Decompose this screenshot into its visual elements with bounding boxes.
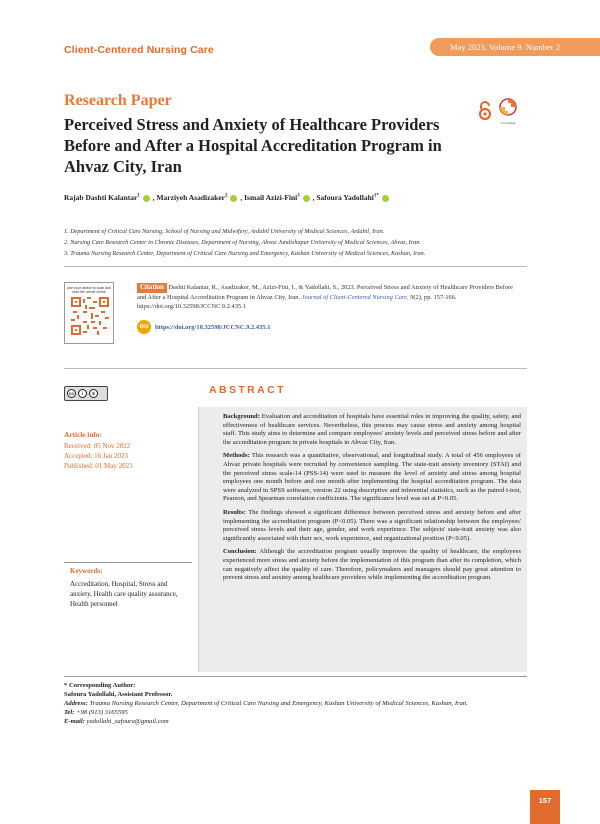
- open-access-icon: [478, 101, 492, 121]
- attribution-icon: i: [78, 389, 87, 398]
- doi-link[interactable]: https://doi.org/10.32598/JCCNC.9.2.435.1: [155, 323, 271, 331]
- keywords-heading: Keywords:: [70, 567, 103, 575]
- keywords: [70, 566, 190, 609]
- citation-text: Dashti Kalantar, R., Asadizaker, M., Azizi-Fini, I., & Yadollahi, S., 2023. Perceived Stress and Anxiety of Healthcare Providers Before and After a Hospital Accreditation Program in Ahvaz City, Iran.: [137, 284, 513, 301]
- abstract-conclusion: Conclusion: Although the accreditation program usually improves the quality of healthcare, the employees experienced more stress and anxiety before the implementation of this program than after its completion, which can negatively affect the quality of care. Therefore, policymakers and managers should pay great attention to prevent stress and anxiety among healthcare providers while implementing the accreditation program.: [223, 548, 521, 582]
- divider: [64, 562, 192, 563]
- orcid-icon[interactable]: [230, 195, 237, 202]
- keywords-list: Accreditation, Hospital, Stress and anxiety, Health care quality assurance, Health personnel: [70, 580, 178, 608]
- corr-address: Trauma Nursing Research Center, Department of Critical Care Nursing and Emergency, Kashan University of Medical Sciences, Kashan, Iran.: [89, 700, 468, 707]
- article-info: [64, 430, 133, 471]
- cc-license-badge[interactable]: [64, 386, 108, 401]
- corresponding-author: [64, 681, 524, 726]
- author-name: Marziyeh Asadizaker: [156, 193, 225, 202]
- orcid-icon[interactable]: [303, 195, 310, 202]
- article-title: Perceived Stress and Anxiety of Healthcare Providers Before and After a Hospital Accreditation Program in Ahvaz City, Iran: [64, 115, 442, 176]
- article-info-heading: Article info:: [64, 430, 102, 439]
- corr-tel: +98 (913) 3165595: [76, 709, 128, 716]
- page-number: 157: [530, 790, 560, 824]
- abstract-heading: ABSTRACT: [209, 384, 286, 396]
- doi-line: [137, 320, 271, 334]
- qr-caption: Use your device to scan and read the article online: [66, 286, 112, 294]
- affiliations: [64, 226, 425, 259]
- author-name: Ismail Azizi-Fini: [244, 193, 298, 202]
- cc-icon: cc: [68, 391, 74, 396]
- orcid-icon[interactable]: [382, 195, 389, 202]
- divider: [64, 676, 527, 677]
- qr-box[interactable]: [64, 282, 114, 344]
- author-name: Safoura Yadollahi: [316, 193, 374, 202]
- affiliation: 2. Nursing Care Research Center in Chronic Diseases, Department of Nursing, Ahvaz Jundishapur University of Medical Sciences, Ahvaz, Iran.: [64, 239, 421, 246]
- journal-name: Client-Centered Nursing Care: [64, 44, 214, 56]
- crossmark-icon[interactable]: [499, 98, 517, 125]
- crossmark-label: CrossMark: [500, 121, 516, 125]
- affiliation: 1. Department of Critical Care Nursing, School of Nursing and Midwifery, Ardabil University of Medical Sciences, Ardabil, Iran.: [64, 228, 385, 235]
- orcid-icon[interactable]: [143, 195, 150, 202]
- corr-email[interactable]: yadollahi_safoura@gmail.com: [86, 718, 169, 725]
- citation-volume: 9(2), pp. 157-166. https://doi.org/10.32598/JCCNC.9.2.435.1: [137, 293, 457, 310]
- published-date: Published: 01 May 2023: [64, 462, 133, 470]
- abstract-background: Background: Evaluation and accreditation of hospitals have essential roles in improving the quality, safety, and effectiveness of healthcare services. Nevertheless, this process may cause stress and anxiety among hospital staff. This study aims to determine and compare employees' anxiety levels and perceived stress before and after the accreditation program in private hospitals in Ahvaz City, Iran.: [223, 413, 521, 446]
- doi-icon: doi: [137, 320, 151, 334]
- affiliation: 3. Trauma Nursing Research Center, Department of Critical Care Nursing and Emergency, Kashan University of Medical Sciences, Kashan, Iran.: [64, 250, 426, 257]
- noncommercial-icon: $: [89, 389, 98, 398]
- citation-journal-link[interactable]: Journal of Client-Centered Nursing Care,: [301, 293, 409, 301]
- corr-tel-label: Tel:: [64, 709, 75, 716]
- issue-banner: May 2023. Volume 9. Number 2: [430, 38, 600, 56]
- corr-heading: * Corresponding Author:: [64, 682, 136, 689]
- author-list: Rajab Dashti Kalantar$^1$ , Marziyeh Asadizaker$^2$ , Ismail Azizi-Fini$^3$ , Safoura Yadollahi$^{1*}$: [64, 193, 392, 202]
- author-name: Rajab Dashti Kalantar: [64, 193, 138, 202]
- corr-email-label: E-mail:: [64, 718, 85, 725]
- paper-type: Research Paper: [64, 92, 172, 109]
- divider: [64, 368, 527, 369]
- qr-code-icon: [71, 297, 109, 335]
- received-date: Received: 05 Nov 2022: [64, 442, 131, 450]
- corr-name: Safoura Yadollahi, Assistant Professor.: [64, 691, 173, 698]
- abstract-results: Results: The findings showed a significant difference between perceived stress and anxiety before and after implementing the accreditation program (P<0.05). There was a significant relationship between the employees' perceived stress levels and their age, gender, and work experience. The subjects' state-trait anxiety was also significantly associated with their sex, work experience, and organizational position (P<0.05).: [223, 508, 521, 542]
- citation: [137, 283, 517, 312]
- abstract-methods: Methods: This research was a quantitative, observational, and longitudinal study. A total of 456 employees of Ahvaz private hospitals were recruited by convenience sampling. The state-trait anxiety inventory (STAI) and the perceived stress scale-14 (PSS-14) were used to measure the level of anxiety and stress among hospital employees one month before and one month after implementing the hospital accreditation program. The data were analyzed in SPSS software, version 22 using descriptive and inferential statistics, such as the paired t-test, Pearson, and Spearman correlation coefficients. The significance level was set at P<0.05.: [223, 452, 521, 503]
- corr-address-label: Address:: [64, 700, 88, 707]
- citation-label: Citation: [137, 283, 167, 293]
- accepted-date: Accepted: 16 Jan 2023: [64, 452, 128, 460]
- divider: [64, 266, 527, 267]
- abstract-box: [198, 407, 527, 672]
